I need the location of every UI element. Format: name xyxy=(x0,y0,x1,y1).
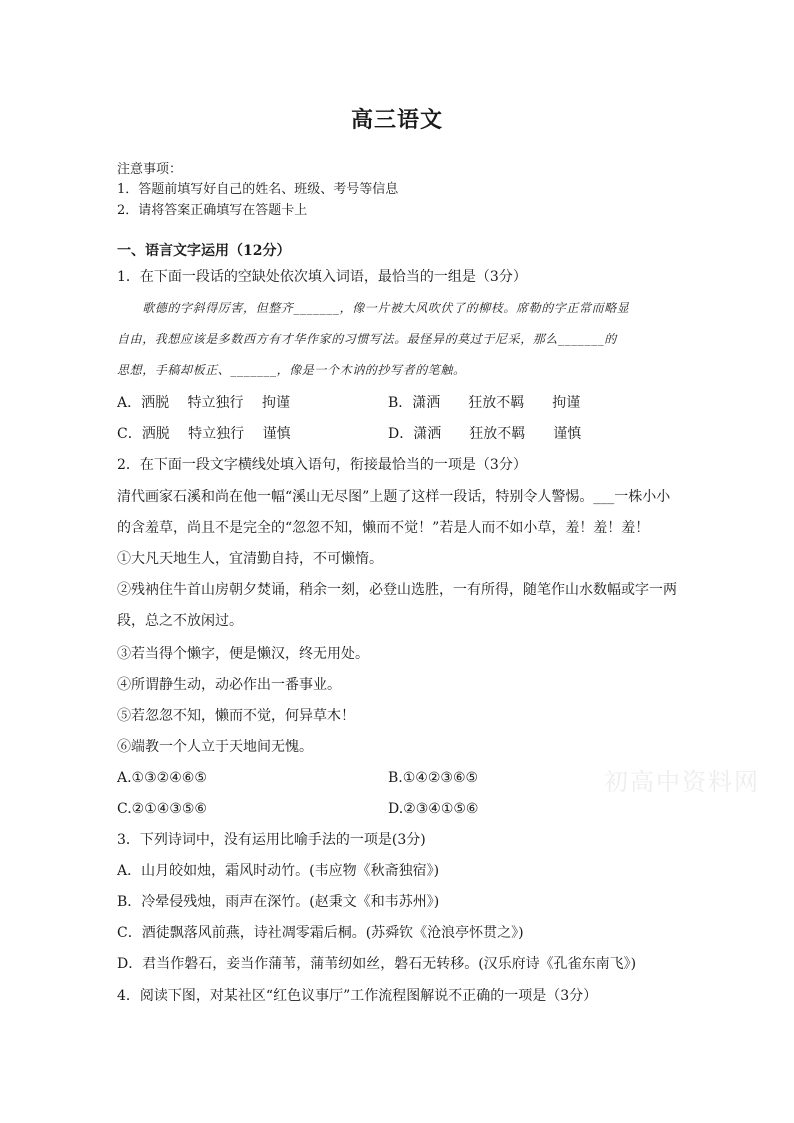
question-stem: 2．在下面一段文字横线处填入语句，衔接最恰当的一项是（3分） xyxy=(117,457,527,473)
passage-line: 歌德的字斜得厉害，但整齐_______，像一片被大风吹伏了的柳枝。席勒的字正常而略显 xyxy=(117,301,630,315)
passage-line: 清代画家石溪和尚在他一幅“溪山无尽图”上题了这样一段话，特别令人警惕。___一株小小 xyxy=(117,489,671,505)
option-d: D．君当作磐石，妾当作蒲苇，蒲苇纫如丝，磐石无转移。(汉乐府诗《孔雀东南飞》) xyxy=(117,956,637,972)
option-a: A．山月皎如烛，霜风时动竹。(韦应物《秋斋独宿》) xyxy=(117,863,440,879)
sentence-item: ①大凡天地生人，宜清勤自持，不可懒惰。 xyxy=(117,551,383,567)
question-stem: 3．下列诗词中，没有运用比喻手法的一项是(3分) xyxy=(117,832,426,848)
passage-line: 的含羞草，尚且不是完全的“忽忽不知，懒而不觉！”若是人而不如小草，羞！羞！羞！ xyxy=(117,520,650,536)
sentence-item: ⑤若忽忽不知，懒而不觉，何异草木！ xyxy=(117,708,355,724)
option-a: A．洒脱 特立独行 拘谨 xyxy=(117,395,291,411)
notice-heading: 注意事项： xyxy=(117,162,183,177)
page-title: 高三语文 xyxy=(350,108,443,133)
passage-line: 自由，我想应该是多数西方有才华作家的习惯写法。最怪异的莫过于尼采，那么_______的 xyxy=(117,332,617,346)
question-stem: 4．阅读下图，对某社区“红色议事厅”工作流程图解说不正确的一项是（3分） xyxy=(117,988,598,1004)
question-stem: 1．在下面一段话的空缺处依次填入词语，最恰当的一组是（3分） xyxy=(117,269,527,285)
watermark: 初高中资料网 xyxy=(604,768,760,796)
notice-item: 2．请将答案正确填写在答题卡上 xyxy=(117,203,308,218)
sentence-item: ②残衲住牛首山房朝夕焚诵，稍余一刻，必登山选胜，一有所得，随笔作山水数幅或字一两 xyxy=(117,582,677,598)
option-c: C.②①④③⑤⑥ xyxy=(117,801,207,817)
option-d: D.②③④①⑤⑥ xyxy=(388,801,479,817)
option-b: B．冷晕侵残烛，雨声在深竹。(赵秉文《和韦苏州》) xyxy=(117,894,440,910)
option-b: B.①④②③⑥⑤ xyxy=(388,770,479,786)
option-b: B．潇洒 狂放不羁 拘谨 xyxy=(388,395,581,411)
notice-item: 1．答题前填写好自己的姓名、班级、考号等信息 xyxy=(117,182,399,197)
section-heading: 一、语言文字运用（12分） xyxy=(117,243,291,259)
passage-line: 思想，手稿却板正、_______，像是一个木讷的抄写者的笔触。 xyxy=(117,363,466,377)
sentence-item: 段，总之不放闲过。 xyxy=(117,613,243,629)
sentence-item: ③若当得个懒字，便是懒汉，终无用处。 xyxy=(117,646,369,662)
sentence-item: ④所谓静生动，动必作出一番事业。 xyxy=(117,677,341,693)
sentence-item: ⑥端教一个人立于天地间无愧。 xyxy=(117,739,313,755)
option-d: D．潇洒 狂放不羁 谨慎 xyxy=(388,426,582,442)
option-c: C．酒徒飘落风前燕，诗社凋零霜后桐。(苏舜钦《沧浪亭怀贯之》) xyxy=(117,925,524,941)
option-a: A.①③②④⑥⑤ xyxy=(117,770,207,786)
option-c: C．洒脱 特立独行 谨慎 xyxy=(117,426,291,442)
